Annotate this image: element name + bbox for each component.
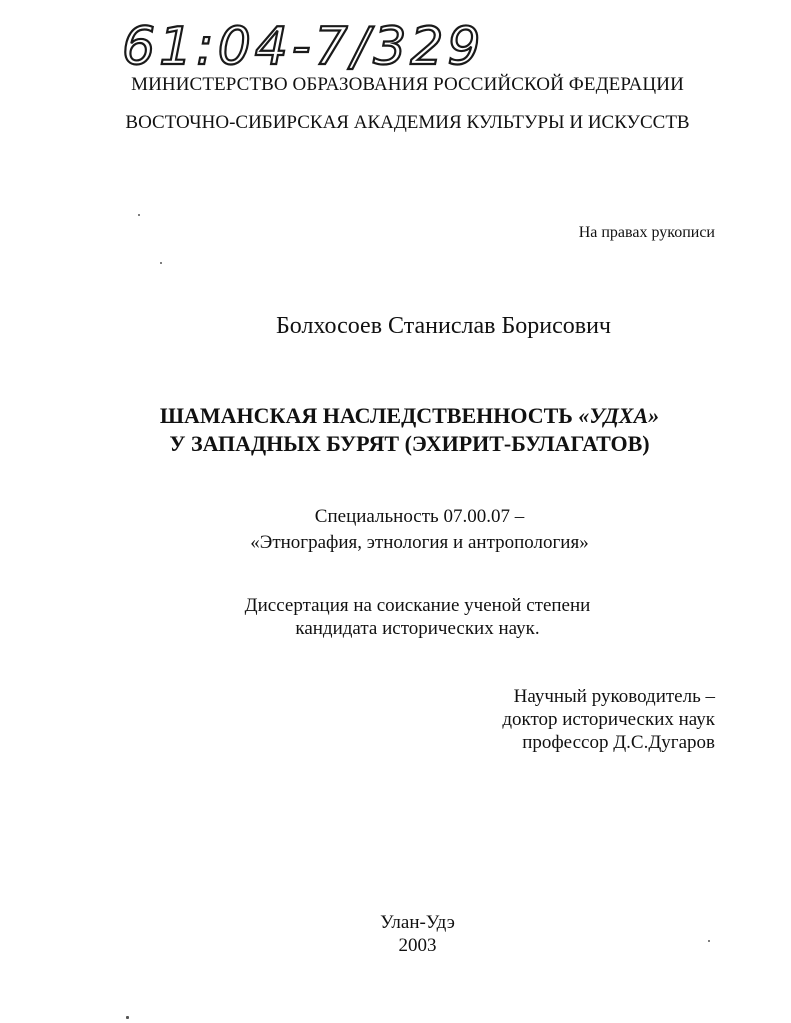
scan-speck (160, 262, 162, 264)
scan-speck (708, 940, 710, 942)
degree-line-2: кандидата исторических наук. (295, 618, 540, 639)
supervisor-block (502, 685, 715, 754)
title-line-1 (14, 402, 791, 430)
supervisor-role: Научный руководитель – (513, 686, 715, 707)
place-year-block (22, 911, 791, 957)
specialty-code: Специальность 07.00.07 – (314, 506, 525, 527)
year: 2003 (398, 935, 437, 956)
specialty-block (24, 504, 791, 556)
academy-name: ВОСТОЧНО-СИБИРСКАЯ АКАДЕМИЯ КУЛЬТУРЫ И ИСКУССТВ (125, 112, 690, 133)
author-name: Болхосоев Станислав Борисович (275, 313, 611, 339)
title-line-2: У ЗАПАДНЫХ БУРЯТ (ЭХИРИТ-БУЛАГАТОВ) (169, 431, 650, 456)
dissertation-title (14, 402, 791, 458)
supervisor-name: профессор Д.С.Дугаров (522, 732, 715, 753)
title-line-1-italic: «УДХА» (578, 403, 660, 428)
degree-line-1: Диссертация на соискание ученой степени (244, 595, 591, 616)
scan-speck (138, 214, 140, 216)
handwritten-code-drawing (118, 8, 518, 78)
city: Улан-Удэ (380, 912, 455, 933)
manuscript-note: На правах рукописи (578, 224, 715, 241)
supervisor-degree: доктор исторических наук (502, 709, 715, 730)
degree-block (22, 594, 791, 640)
title-line-1-prefix: ШАМАНСКАЯ НАСЛЕДСТВЕННОСТЬ (159, 403, 579, 428)
specialty-name: «Этнография, этнология и антропология» (250, 532, 589, 553)
scan-speck (126, 1016, 129, 1019)
handwritten-library-code (118, 8, 518, 78)
ministry-name: МИНИСТЕРСТВО ОБРАЗОВАНИЯ РОССИЙСКОЙ ФЕДЕРАЦИИ (131, 74, 684, 95)
handwritten-code-text: 61:04-7/329 (122, 17, 485, 77)
